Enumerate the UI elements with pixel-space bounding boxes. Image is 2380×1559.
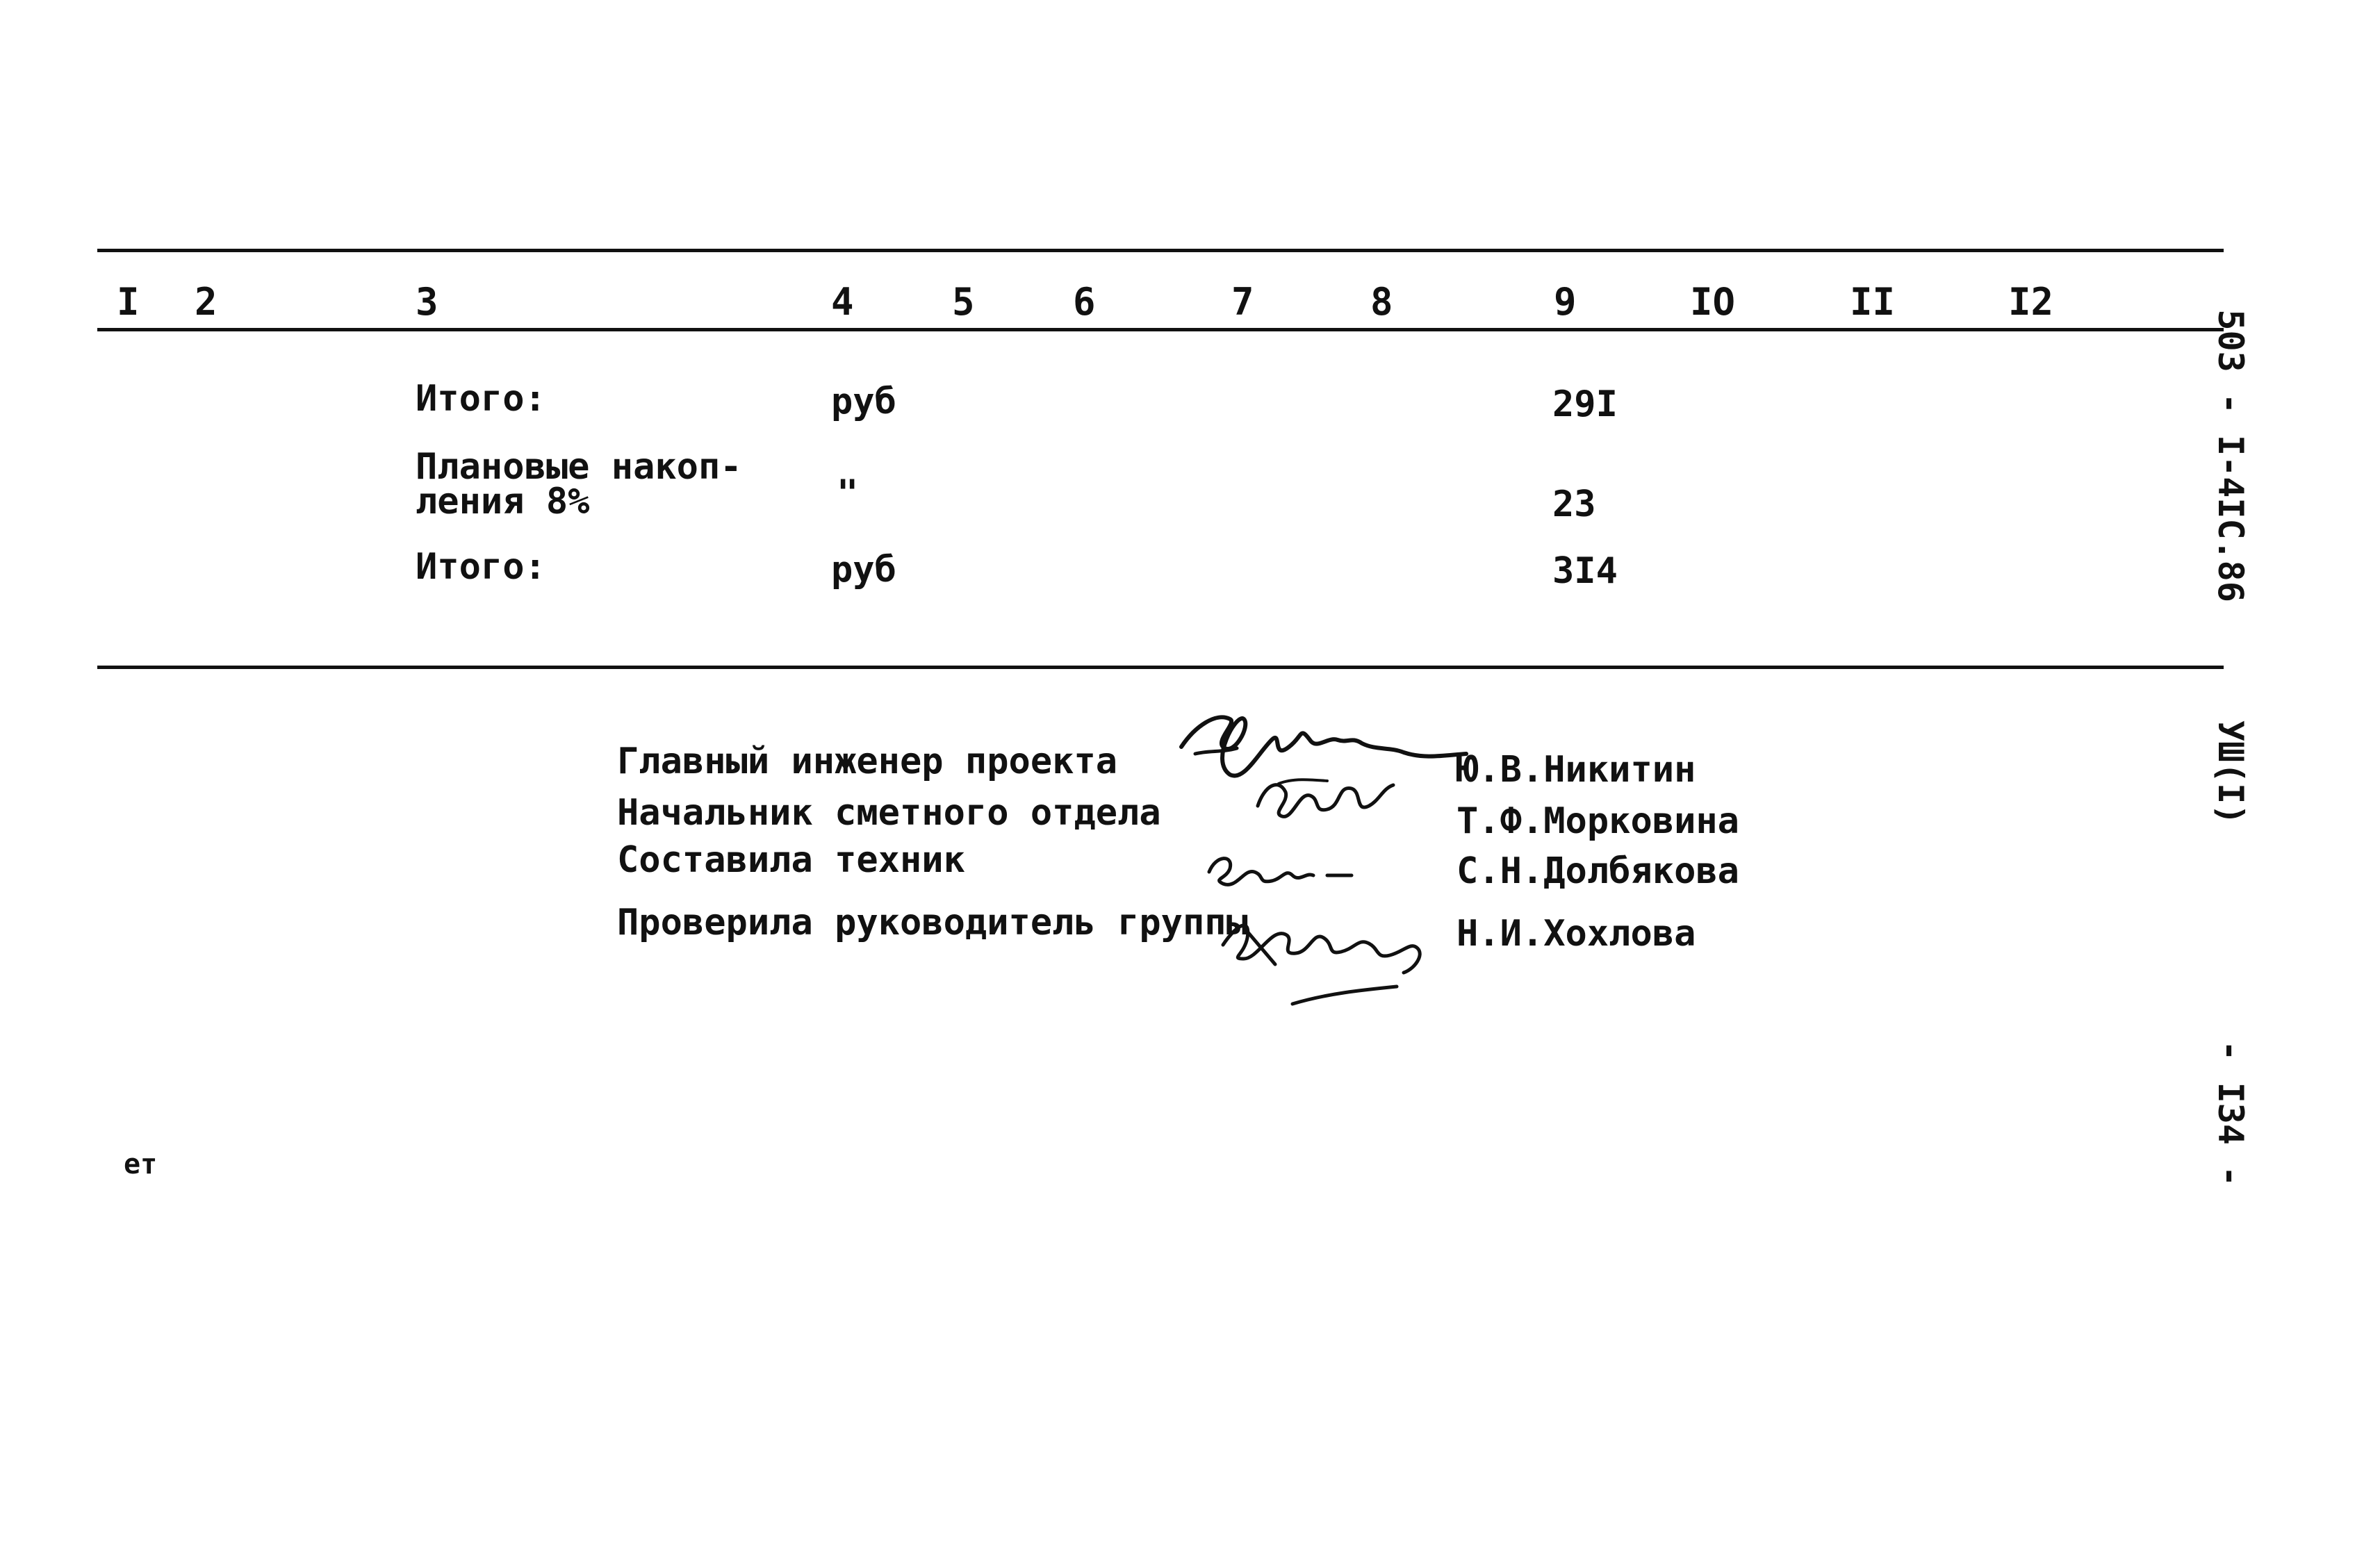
row-name: Итого: (416, 546, 546, 588)
table-header-rule (97, 328, 2224, 331)
column-number: 2 (195, 280, 218, 324)
signature-name: Ю.В.Никитин (1456, 749, 1696, 791)
row-name: Итого: (416, 378, 546, 420)
signature-role: Начальник сметного отдела (617, 792, 1161, 834)
column-number: 5 (952, 280, 975, 324)
document-code: 503 - I-4IC.86 (2210, 309, 2251, 602)
page-number: - I34 - (2210, 1040, 2251, 1187)
signature-role: Главный инженер проекта (617, 741, 1118, 782)
table-top-rule (97, 249, 2224, 252)
row-unit: руб (831, 549, 896, 591)
column-number: IO (1690, 280, 1736, 324)
row-unit: " (837, 472, 859, 514)
row-name-line1: Плановые накоп- (416, 446, 742, 488)
signature-role: Проверила руководитель группы (617, 902, 1248, 943)
handwritten-signature (1244, 764, 1404, 827)
column-number: I (117, 280, 140, 324)
column-number: 9 (1554, 280, 1577, 324)
column-number: II (1850, 280, 1896, 324)
column-number: 4 (831, 280, 854, 324)
row-value: 3I4 (1552, 550, 1618, 592)
table-bottom-rule (97, 666, 2224, 669)
signature-role: Составила техник (617, 839, 965, 881)
row-value: 23 (1552, 484, 1596, 525)
signature-name: Н.И.Хохлова (1456, 913, 1696, 955)
row-name-line2: ления 8% (416, 481, 590, 522)
handwritten-signature (1209, 889, 1445, 1014)
document-margin-code (2210, 226, 2293, 1187)
column-number: 6 (1073, 280, 1096, 324)
row-value: 29I (1552, 383, 1618, 425)
handwritten-signature (1195, 841, 1362, 896)
column-number: I2 (2008, 280, 2054, 324)
column-number: 8 (1370, 280, 1393, 324)
row-unit: руб (831, 381, 896, 422)
signature-name: Т.Ф.Морковина (1456, 800, 1739, 842)
column-number: 7 (1231, 280, 1254, 324)
footer-mark: ет (124, 1148, 158, 1180)
section-number: УШ(I) (2210, 720, 2251, 825)
column-number: 3 (416, 280, 438, 324)
signature-name: С.Н.Долбякова (1456, 850, 1739, 892)
